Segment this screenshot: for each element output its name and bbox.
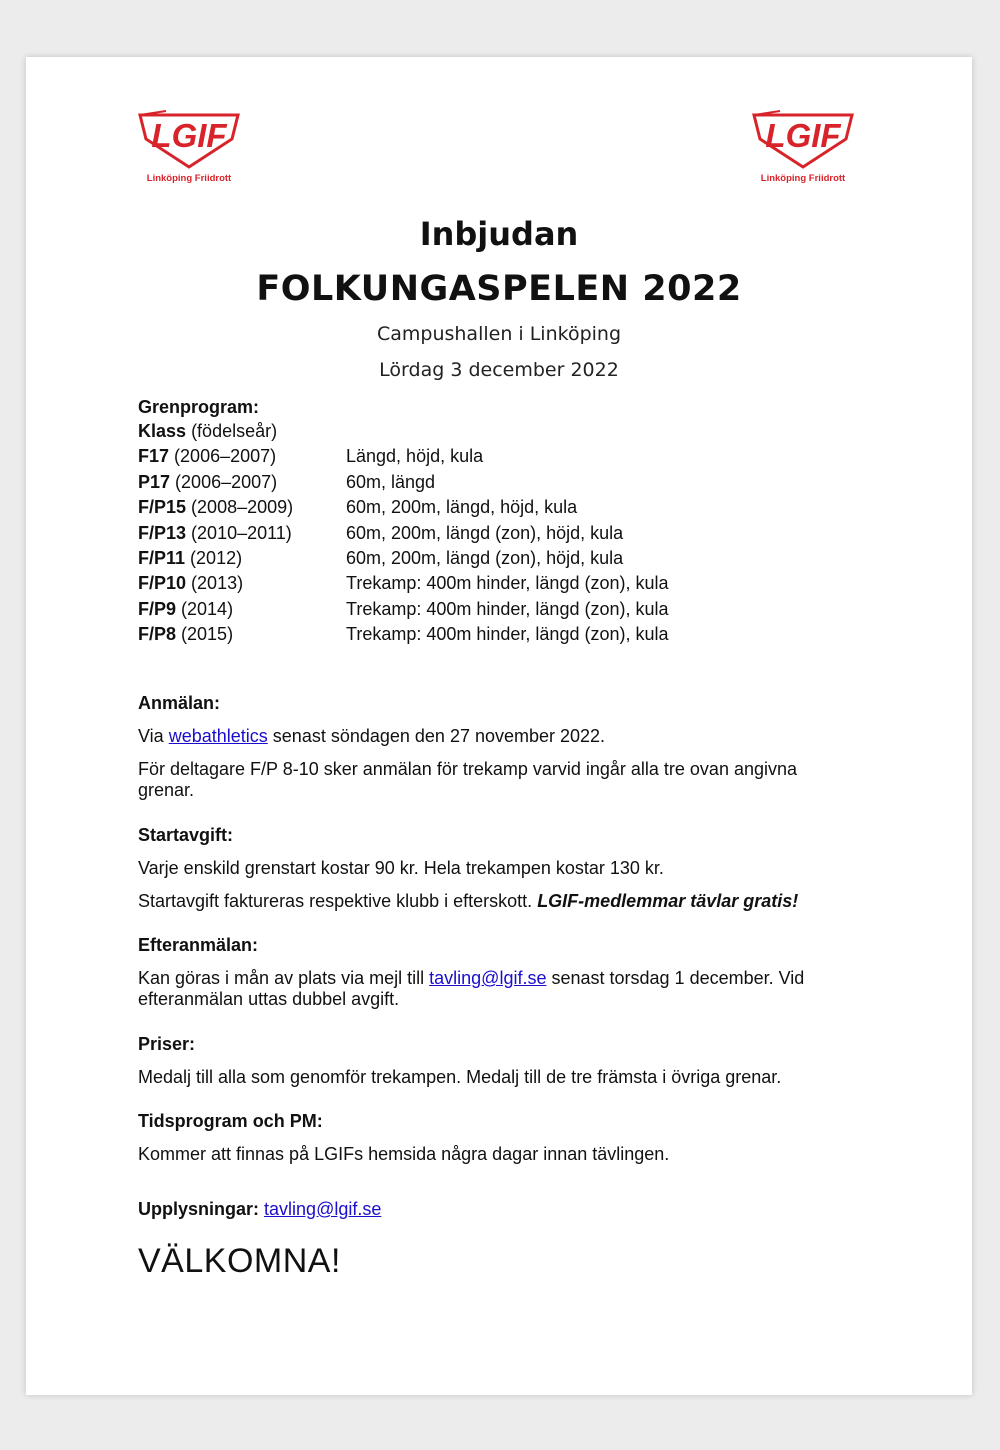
- class-cell: F17 (2006–2007): [138, 446, 277, 467]
- page-title: Inbjudan: [419, 215, 579, 253]
- registration-line: Via webathletics senast söndagen den 27 november 2022.: [138, 726, 606, 746]
- closing-text: VÄLKOMNA!: [138, 1242, 341, 1280]
- late-section: [138, 935, 858, 1010]
- program-row: [138, 546, 858, 571]
- svg-text:LGIF: LGIF: [151, 117, 227, 154]
- event-title: FOLKUNGASPELEN 2022: [256, 269, 742, 309]
- class-cell: F/P11 (2012): [138, 547, 243, 568]
- program-header-row: [138, 419, 858, 444]
- events-cell: Längd, höjd, kula: [346, 446, 484, 467]
- program-row: [138, 521, 858, 546]
- program-row: [138, 495, 858, 520]
- prizes-section: [138, 1034, 858, 1088]
- webathletics-link[interactable]: webathletics: [168, 726, 268, 746]
- lgif-logo-right: [750, 109, 860, 189]
- registration-section: [138, 693, 858, 801]
- venue: Campushallen i Linköping: [376, 323, 622, 345]
- fee-line2: Startavgift faktureras respektive klubb i efterskott. LGIF-medlemmar tävlar gratis!: [138, 891, 799, 911]
- late-heading: Efteranmälan:: [138, 935, 259, 955]
- lgif-shield-icon: [136, 109, 242, 171]
- class-cell: F/P8 (2015): [138, 624, 234, 645]
- events-cell: 60m, längd: [346, 471, 436, 492]
- info-email-link[interactable]: tavling@lgif.se: [264, 1199, 382, 1219]
- program-row: [138, 470, 858, 495]
- class-cell: F/P10 (2013): [138, 573, 244, 594]
- prizes-heading: Priser:: [138, 1034, 196, 1054]
- schedule-text: Kommer att finnas på LGIFs hemsida några dagar innan tävlingen.: [138, 1144, 670, 1164]
- events-cell: Trekamp: 400m hinder, längd (zon), kula: [346, 598, 669, 619]
- program-row: [138, 444, 858, 469]
- class-cell: F/P9 (2014): [138, 598, 234, 619]
- program-heading: Grenprogram:: [138, 397, 260, 417]
- email-link[interactable]: tavling@lgif.se: [429, 968, 547, 988]
- program-row: [138, 597, 858, 622]
- events-cell: 60m, 200m, längd (zon), höjd, kula: [346, 547, 624, 568]
- fee-section: [138, 825, 858, 912]
- schedule-section: [138, 1111, 858, 1165]
- program-row: [138, 622, 858, 647]
- class-cell: P17 (2006–2007): [138, 471, 278, 492]
- program-row: [138, 571, 858, 596]
- member-free-note: LGIF-medlemmar tävlar gratis!: [537, 891, 799, 911]
- events-cell: 60m, 200m, längd (zon), höjd, kula: [346, 522, 624, 543]
- document-page: [26, 57, 972, 1395]
- class-note: (födelseår): [191, 421, 278, 441]
- fee-heading: Startavgift:: [138, 825, 234, 845]
- fee-line1: Varje enskild grenstart kostar 90 kr. Hela trekampen kostar 130 kr.: [138, 858, 664, 878]
- event-date: Lördag 3 december 2022: [379, 359, 619, 381]
- logo-subtitle: Linköping Friidrott: [146, 173, 232, 184]
- class-cell: F/P13 (2010–2011): [138, 522, 292, 543]
- class-cell: F/P15 (2008–2009): [138, 497, 294, 518]
- events-cell: Trekamp: 400m hinder, längd (zon), kula: [346, 624, 669, 645]
- logo-subtitle: Linköping Friidrott: [760, 173, 846, 184]
- registration-heading: Anmälan:: [138, 693, 221, 713]
- late-text: Kan göras i mån av plats via mejl till tavling@lgif.se senast torsdag 1 december. Vid efteranmälan uttas dubbel avgift.: [138, 968, 805, 1009]
- info-label: Upplysningar:: [138, 1199, 260, 1219]
- svg-text:LGIF: LGIF: [765, 117, 841, 154]
- program-section: [138, 395, 858, 648]
- lgif-logo-left: [136, 109, 246, 189]
- program-table: [138, 444, 858, 647]
- events-cell: 60m, 200m, längd, höjd, kula: [346, 497, 578, 518]
- registration-note: För deltagare F/P 8-10 sker anmälan för trekamp varvid ingår alla tre ovan angivna grenar.: [138, 759, 798, 800]
- prizes-text: Medalj till alla som genomför trekampen. Medalj till de tre främsta i övriga grenar.: [138, 1067, 782, 1087]
- class-label: Klass: [138, 421, 187, 441]
- events-cell: Trekamp: 400m hinder, längd (zon), kula: [346, 573, 669, 594]
- schedule-heading: Tidsprogram och PM:: [138, 1111, 323, 1131]
- lgif-shield-icon: [750, 109, 856, 171]
- info-section: [138, 1199, 858, 1220]
